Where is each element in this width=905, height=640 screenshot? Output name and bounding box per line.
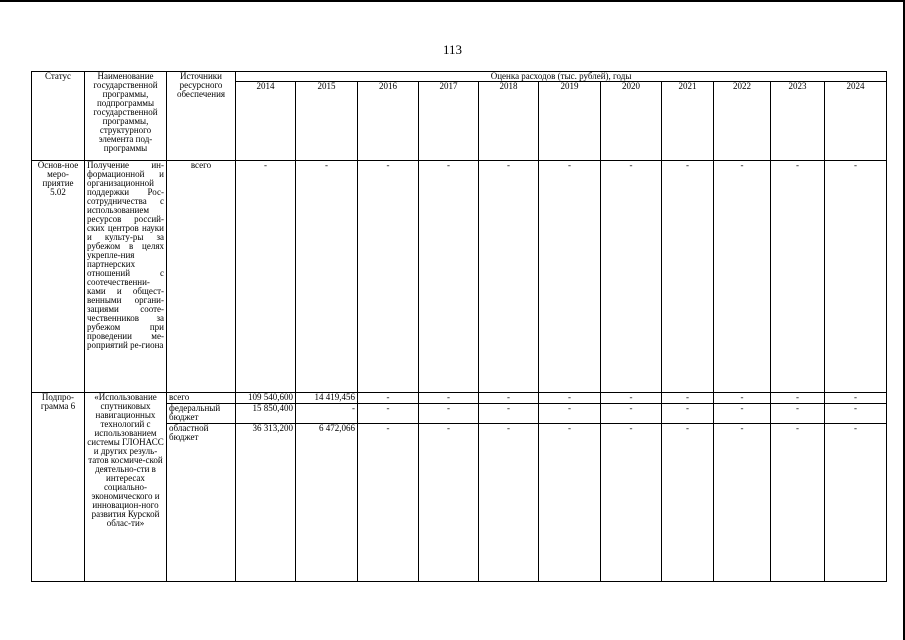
header-sources: Источники ресурсного обеспечения bbox=[167, 72, 236, 161]
row-value: 6 472,066 bbox=[296, 424, 358, 582]
row-value: - bbox=[296, 404, 358, 424]
header-year: 2023 bbox=[771, 82, 825, 161]
row-value: - bbox=[662, 161, 714, 393]
row-value: - bbox=[714, 424, 771, 582]
header-year: 2022 bbox=[714, 82, 771, 161]
header-year: 2020 bbox=[601, 82, 662, 161]
row-value: - bbox=[601, 424, 662, 582]
header-year: 2014 bbox=[236, 82, 296, 161]
row-value: - bbox=[662, 404, 714, 424]
row-source: всего bbox=[167, 161, 236, 393]
row-value: - bbox=[358, 161, 419, 393]
row-value: - bbox=[771, 424, 825, 582]
page-number: 113 bbox=[442, 42, 463, 57]
row-value: - bbox=[479, 161, 539, 393]
row-value: - bbox=[825, 393, 887, 404]
row-value: - bbox=[825, 404, 887, 424]
row-value: 36 313,200 bbox=[236, 424, 296, 582]
header-estimate: Оценка расходов (тыс. рублей), годы bbox=[236, 72, 887, 82]
header-year: 2019 bbox=[539, 82, 601, 161]
row-name: Получение ин-формационной и организационной поддержки Рос-сотрудничества с использованием ресурсов россий-ских центров науки и культу-ры за рубежом в целях укрепле-ния партнерских отношений с соотечественни-ками и общест-венными органи-зациями сооте-чественников за рубежом при проведении ме-роприятий ре-гиона bbox=[85, 161, 167, 393]
row-status: Основ-ное меро-приятие 5.02 bbox=[32, 161, 85, 393]
table-row bbox=[32, 161, 887, 393]
header-year: 2018 bbox=[479, 82, 539, 161]
row-value: - bbox=[714, 404, 771, 424]
row-value: - bbox=[419, 161, 479, 393]
row-value: - bbox=[419, 404, 479, 424]
header-year: 2017 bbox=[419, 82, 479, 161]
row-value: - bbox=[825, 424, 887, 582]
row-value: - bbox=[771, 393, 825, 404]
row-value: - bbox=[358, 393, 419, 404]
row-value: - bbox=[601, 161, 662, 393]
row-value: - bbox=[539, 161, 601, 393]
header-name: Наименование государственной программы, подпрограммы государственной программы, структурного элемента под-программы bbox=[85, 72, 167, 161]
row-value: 14 419,456 bbox=[296, 393, 358, 404]
row-source: федеральный бюджет bbox=[167, 404, 236, 424]
row-value: - bbox=[601, 393, 662, 404]
row-value: - bbox=[601, 404, 662, 424]
table-header-row bbox=[32, 72, 887, 82]
row-value: - bbox=[479, 393, 539, 404]
row-value: 109 540,600 bbox=[236, 393, 296, 404]
header-status: Статус bbox=[32, 72, 85, 161]
header-year: 2016 bbox=[358, 82, 419, 161]
row-name: «Использование спутниковых навигационных технологий с использованием системы ГЛОНАСС и других резуль-татов космиче-ской деятельно-сти в интересах социально-экономического и инновацион-ного развития Курской облас-ти» bbox=[85, 393, 167, 582]
header-year: 2015 bbox=[296, 82, 358, 161]
row-value: - bbox=[539, 404, 601, 424]
row-source: всего bbox=[167, 393, 236, 404]
row-value: - bbox=[771, 404, 825, 424]
header-year: 2024 bbox=[825, 82, 887, 161]
row-value: - bbox=[419, 393, 479, 404]
row-value: 15 850,400 bbox=[236, 404, 296, 424]
budget-table bbox=[31, 71, 887, 582]
page-frame-top bbox=[0, 0, 905, 2]
row-value: - bbox=[662, 393, 714, 404]
table-row bbox=[32, 393, 887, 404]
row-value: - bbox=[419, 424, 479, 582]
row-value: - bbox=[714, 393, 771, 404]
row-value: - bbox=[714, 161, 771, 393]
row-value: - bbox=[236, 161, 296, 393]
row-value: - bbox=[539, 393, 601, 404]
row-value: - bbox=[479, 404, 539, 424]
row-value: - bbox=[825, 161, 887, 393]
row-value: - bbox=[296, 161, 358, 393]
header-year: 2021 bbox=[662, 82, 714, 161]
row-value: - bbox=[358, 424, 419, 582]
row-value: - bbox=[479, 424, 539, 582]
row-value: - bbox=[662, 424, 714, 582]
row-value: - bbox=[539, 424, 601, 582]
row-status: Подпро-грамма 6 bbox=[32, 393, 85, 582]
row-value: - bbox=[358, 404, 419, 424]
row-value: - bbox=[771, 161, 825, 393]
row-source: областной бюджет bbox=[167, 424, 236, 582]
